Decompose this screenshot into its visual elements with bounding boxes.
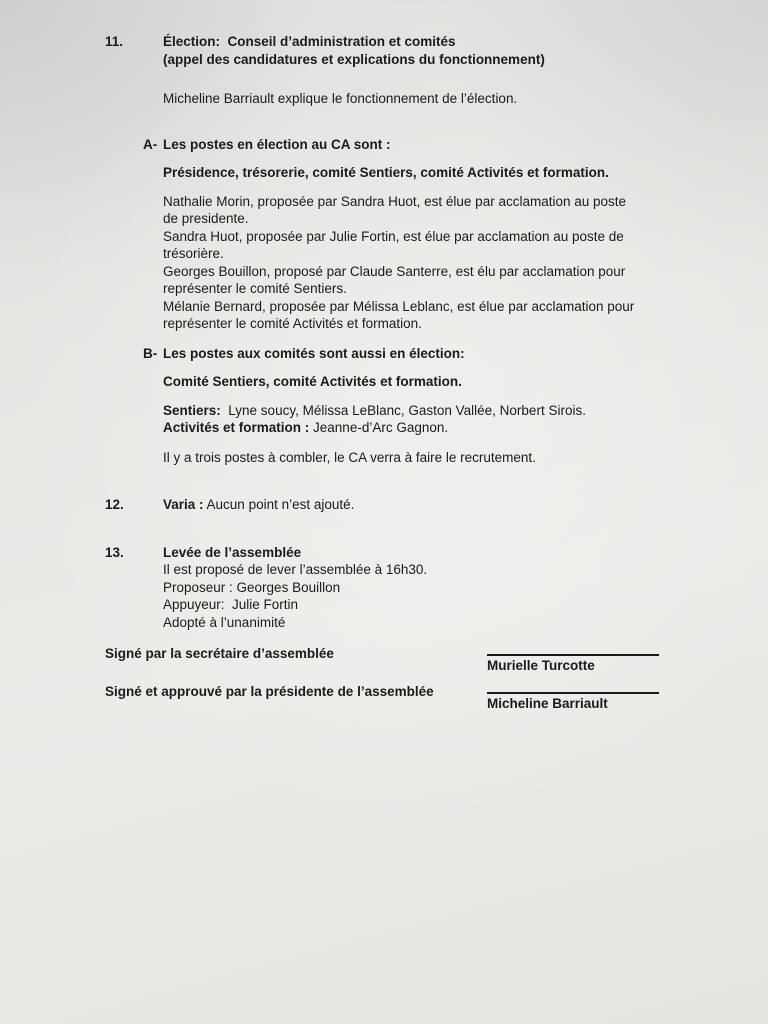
section-b <box>143 345 708 467</box>
section-a-marker: A- <box>143 136 158 152</box>
president-name: Micheline Barriault <box>487 695 608 711</box>
section-a-body <box>163 164 708 333</box>
item-number: 13. <box>105 544 124 560</box>
signature-block <box>105 645 708 712</box>
president-signature-row <box>105 683 708 713</box>
item-11-title-line2: (appel des candidatures et explications du fonctionnement) <box>163 51 545 67</box>
item-number: 11. <box>105 34 124 49</box>
agenda-item-11 <box>105 33 708 68</box>
section-b-heading-row <box>143 345 708 363</box>
item-number: 12. <box>105 497 124 512</box>
item-12-body <box>163 496 708 514</box>
item-11-intro: Micheline Barriault explique le fonctionnement de l’élection. <box>163 91 518 106</box>
paragraph-line: trésorière. <box>163 246 224 261</box>
paragraph-line: représenter le comité Sentiers. <box>163 281 347 296</box>
paragraph-line: Sandra Huot, proposée par Julie Fortin, est élue par acclamation au poste de <box>163 228 624 244</box>
sentiers-members-line <box>163 402 708 420</box>
agenda-item-13 <box>105 544 708 632</box>
activites-label: Activités et formation : <box>163 420 310 435</box>
section-a-heading-row <box>143 136 708 154</box>
activites-value: Jeanne-d’Arc Gagnon. <box>309 420 449 435</box>
section-b-marker: B- <box>143 345 158 361</box>
president-signature-area <box>487 683 659 713</box>
section-b-body <box>163 373 708 466</box>
proposer-line: Proposeur : Georges Bouillon <box>163 579 341 595</box>
section-a <box>143 136 708 333</box>
secretary-signature-label: Signé par la secrétaire d’assemblée <box>105 646 334 661</box>
sentiers-label: Sentiers: <box>163 402 221 418</box>
signature-line <box>487 692 659 694</box>
varia-text: Aucun point n’est ajouté. <box>203 497 355 512</box>
sentiers-value: Lyne soucy, Mélissa LeBlanc, Gaston Vallée, Norbert Sirois. <box>220 402 586 418</box>
section-b-heading: Les postes aux comités sont aussi en élection: <box>163 345 465 361</box>
paragraph-line: Nathalie Morin, proposée par Sandra Huot, est élue par acclamation au poste <box>163 193 627 209</box>
secretary-signature-row <box>105 645 708 675</box>
signature-line <box>487 654 659 656</box>
item-11-heading <box>163 33 708 68</box>
committee-members <box>163 402 708 437</box>
paragraph-line: de presidente. <box>163 211 249 226</box>
agenda-item-12 <box>105 496 708 514</box>
paragraph-line: Georges Bouillon, proposé par Claude Santerre, est élu par acclamation pour <box>163 263 626 279</box>
section-b-subheading: Comité Sentiers, comité Activités et formation. <box>163 374 462 389</box>
item-11-title-line1: Élection: Conseil d’administration et comités <box>163 34 456 49</box>
varia-label: Varia : <box>163 497 204 512</box>
item-13-title: Levée de l’assemblée <box>163 544 302 560</box>
adopted-line: Adopté à l’unanimité <box>163 614 286 630</box>
secretary-name: Murielle Turcotte <box>487 658 595 673</box>
seconder-line: Appuyeur: Julie Fortin <box>163 597 299 612</box>
activites-members-line <box>163 419 708 437</box>
president-signature-label: Signé et approuvé par la présidente de l’assemblée <box>105 683 434 699</box>
section-a-subheading: Présidence, trésorerie, comité Sentiers, comité Activités et formation. <box>163 165 609 180</box>
adjournment-line: Il est proposé de lever l’assemblée à 16h30. <box>163 562 428 577</box>
section-a-heading: Les postes en élection au CA sont : <box>163 136 391 152</box>
paragraph-line: représenter le comité Activités et formation. <box>163 316 422 331</box>
item-13-body <box>163 544 708 632</box>
recruitment-note: Il y a trois postes à combler, le CA verra à faire le recrutement. <box>163 449 536 465</box>
secretary-signature-area <box>487 645 659 675</box>
paragraph-line: Mélanie Bernard, proposée par Mélissa Leblanc, est élue par acclamation pour <box>163 298 635 314</box>
section-a-paragraph <box>163 193 708 333</box>
